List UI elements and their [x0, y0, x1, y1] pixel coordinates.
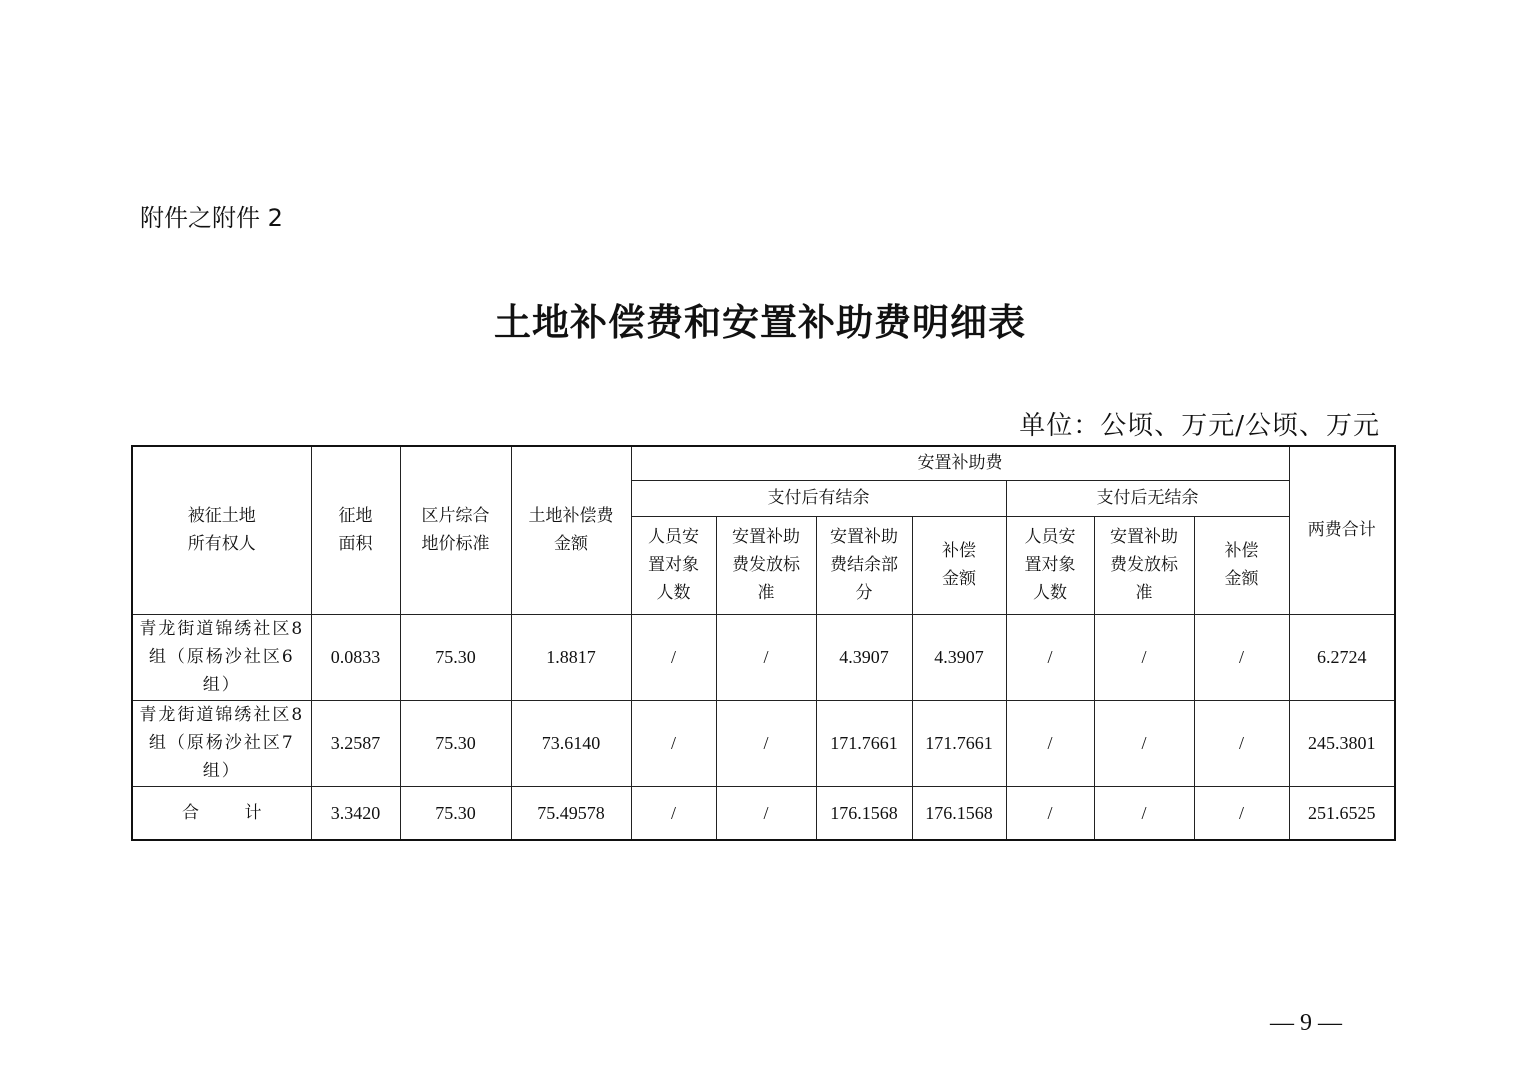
price-cell: 75.30	[400, 614, 511, 700]
header-resettlement: 安置补助费	[631, 446, 1289, 480]
comp-amount-cell: 1.8817	[511, 614, 631, 700]
header-total: 两费合计	[1289, 446, 1395, 614]
wo-persons-cell: /	[1006, 786, 1094, 840]
wo-persons-cell: /	[1006, 700, 1094, 786]
document-title: 土地补偿费和安置补助费明细表	[494, 300, 1026, 344]
ws-surplus-cell: 4.3907	[816, 614, 912, 700]
total-cell: 245.3801	[1289, 700, 1395, 786]
ws-comp-cell: 4.3907	[912, 614, 1006, 700]
comp-amount-cell: 73.6140	[511, 700, 631, 786]
total-cell: 6.2724	[1289, 614, 1395, 700]
header-wo-persons: 人员安置对象人数	[1006, 516, 1094, 614]
header-comp-amount: 土地补偿费金额	[511, 446, 631, 614]
ws-comp-cell: 176.1568	[912, 786, 1006, 840]
area-cell: 3.3420	[311, 786, 400, 840]
unit-note: 单位：公顷、万元/公顷、万元	[1019, 411, 1380, 441]
header-wo-standard: 安置补助费发放标准	[1094, 516, 1194, 614]
ws-surplus-cell: 176.1568	[816, 786, 912, 840]
table-row	[132, 700, 1395, 786]
compensation-table	[131, 445, 1396, 841]
wo-persons-cell: /	[1006, 614, 1094, 700]
wo-comp-cell: /	[1194, 614, 1289, 700]
ws-comp-cell: 171.7661	[912, 700, 1006, 786]
owner-cell: 青龙街道锦绣社区8组（原杨沙社区7组）	[132, 700, 311, 786]
header-with-surplus: 支付后有结余	[631, 480, 1006, 516]
wo-standard-cell: /	[1094, 700, 1194, 786]
header-price: 区片综合地价标准	[400, 446, 511, 614]
page-number: — 9 —	[1270, 1010, 1342, 1036]
owner-cell: 青龙街道锦绣社区8组（原杨沙社区6组）	[132, 614, 311, 700]
table-row	[132, 614, 1395, 700]
header-ws-standard: 安置补助费发放标准	[716, 516, 816, 614]
header-wo-comp: 补偿金额	[1194, 516, 1289, 614]
ws-persons-cell: /	[631, 786, 716, 840]
header-ws-surplus: 安置补助费结余部分	[816, 516, 912, 614]
header-owner: 被征土地所有权人	[132, 446, 311, 614]
ws-standard-cell: /	[716, 700, 816, 786]
ws-surplus-cell: 171.7661	[816, 700, 912, 786]
total-cell: 251.6525	[1289, 786, 1395, 840]
wo-comp-cell: /	[1194, 700, 1289, 786]
price-cell: 75.30	[400, 786, 511, 840]
attachment-label: 附件之附件 2	[140, 204, 283, 232]
wo-standard-cell: /	[1094, 614, 1194, 700]
price-cell: 75.30	[400, 700, 511, 786]
area-cell: 0.0833	[311, 614, 400, 700]
owner-cell: 合 计	[132, 786, 311, 840]
header-ws-persons: 人员安置对象人数	[631, 516, 716, 614]
ws-standard-cell: /	[716, 786, 816, 840]
wo-standard-cell: /	[1094, 786, 1194, 840]
header-ws-comp: 补偿金额	[912, 516, 1006, 614]
ws-persons-cell: /	[631, 614, 716, 700]
table-row-total	[132, 786, 1395, 840]
header-area: 征地面积	[311, 446, 400, 614]
area-cell: 3.2587	[311, 700, 400, 786]
ws-standard-cell: /	[716, 614, 816, 700]
ws-persons-cell: /	[631, 700, 716, 786]
comp-amount-cell: 75.49578	[511, 786, 631, 840]
header-without-surplus: 支付后无结余	[1006, 480, 1289, 516]
wo-comp-cell: /	[1194, 786, 1289, 840]
